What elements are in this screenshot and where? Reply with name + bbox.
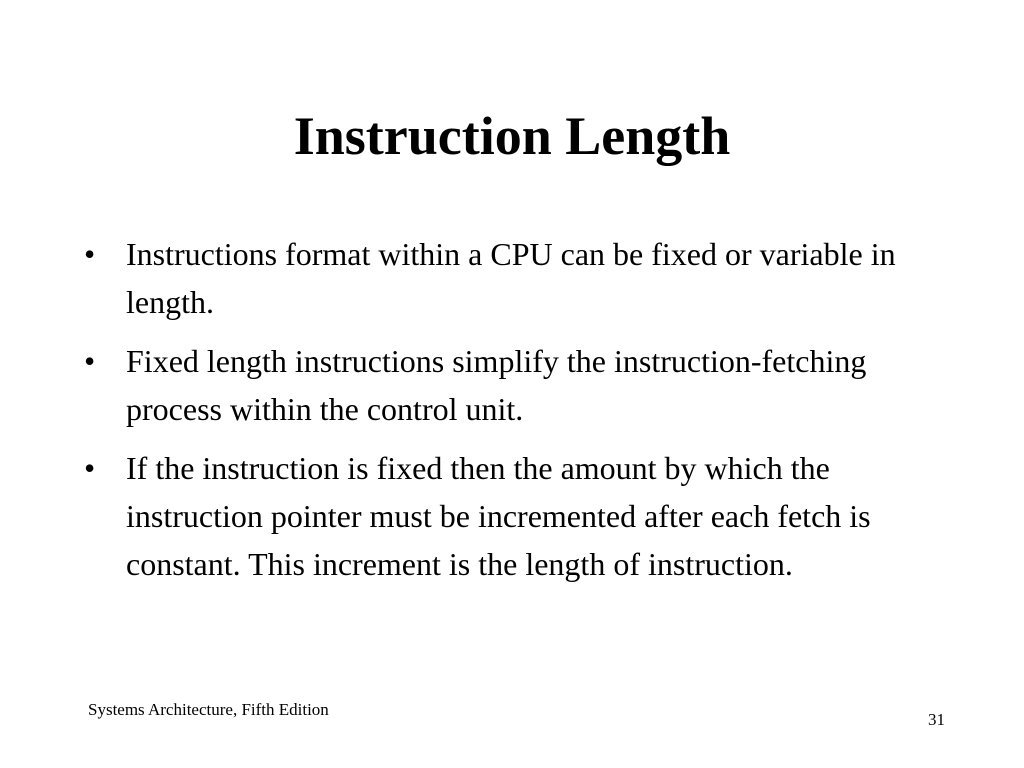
bullet-list [84,230,944,599]
bullet-text: Fixed length instructions simplify the instruction-fetching process within the control unit. [126,343,867,427]
bullet-item [84,337,944,433]
slide-title: Instruction Length [293,106,731,166]
bullet-text: Instructions format within a CPU can be fixed or variable in length. [126,236,896,320]
bullet-item [84,230,944,326]
bullet-item [84,444,944,588]
bullet-icon: • [84,450,96,486]
page-number: 31 [928,710,945,729]
bullet-icon: • [84,236,96,272]
footer-source: Systems Architecture, Fifth Edition [88,700,329,719]
bullet-icon: • [84,343,96,379]
bullet-text: If the instruction is fixed then the amount by which the instruction pointer must be incremented after each fetch is constant. This increment is the length of instruction. [126,450,871,582]
